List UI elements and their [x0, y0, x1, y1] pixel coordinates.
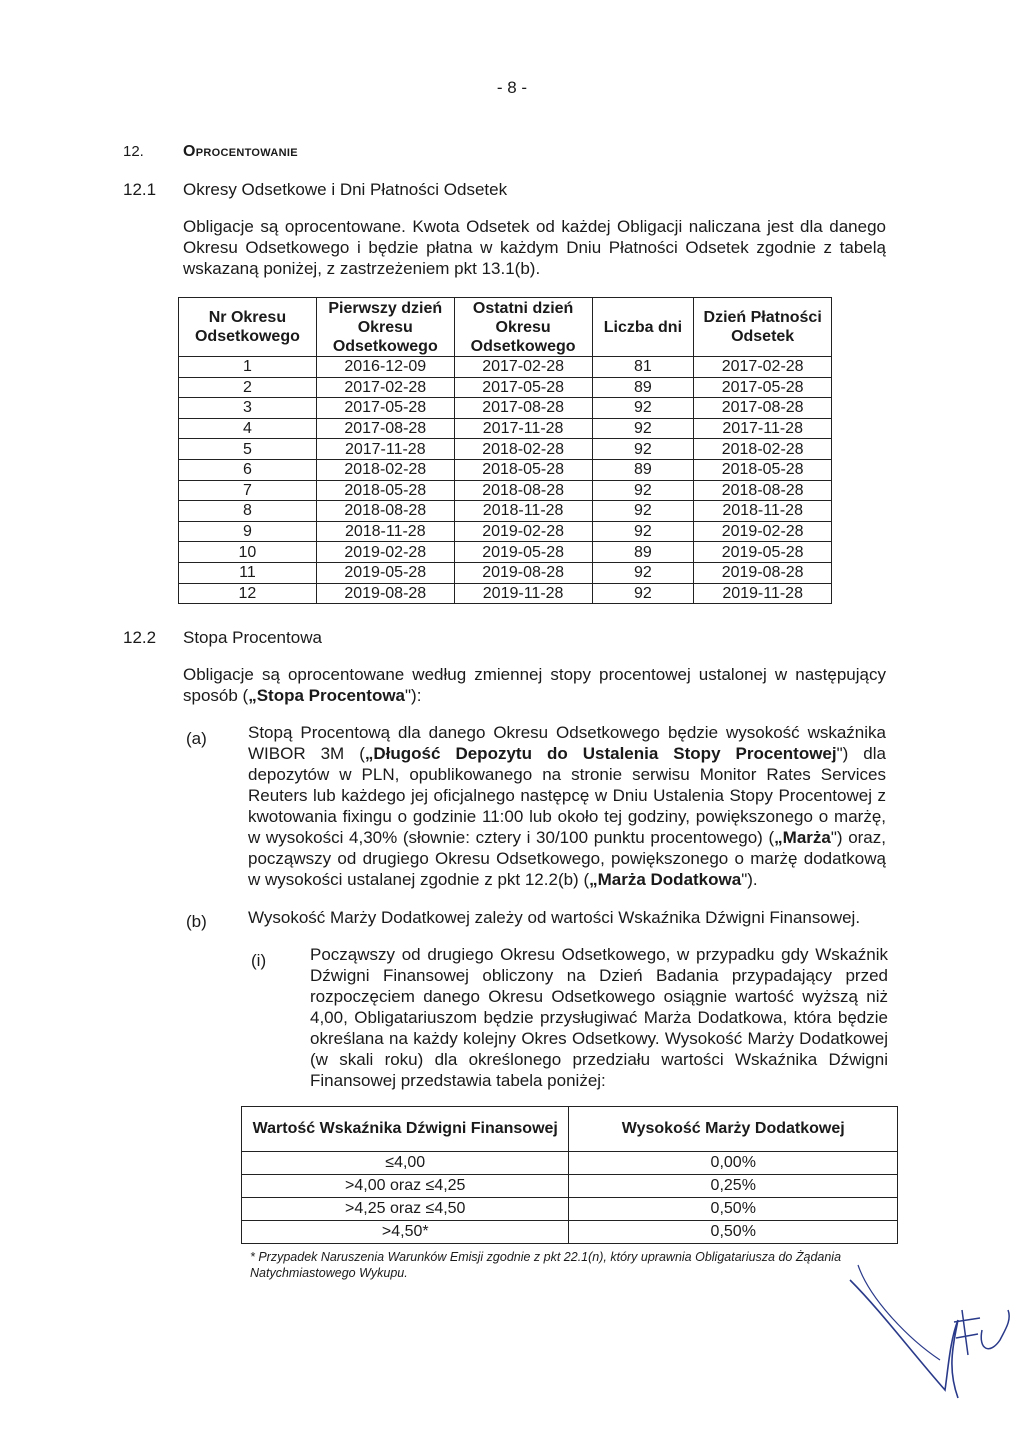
table-cell: 2017-08-28: [316, 418, 454, 439]
column-header: Ostatni dzień Okresu Odsetkowego: [454, 298, 592, 357]
item-label-b: (b): [186, 912, 207, 931]
text-run: Stopą Procentową dla danego Okresu Odsetkowego będzie wysokość wskaźnika WIBOR 3M (: [248, 723, 886, 763]
table-cell: 2018-11-28: [316, 521, 454, 542]
table-cell: 2017-11-28: [694, 418, 832, 439]
table-cell: 92: [592, 418, 694, 439]
table-cell: 4: [179, 418, 317, 439]
table-row: [179, 439, 832, 460]
table-row: [179, 377, 832, 398]
table-cell: 12: [179, 583, 317, 604]
table-cell: 89: [592, 542, 694, 563]
table-cell: 11: [179, 562, 317, 583]
table-cell: >4,00 oraz ≤4,25: [242, 1175, 569, 1198]
table-header-row: [242, 1107, 898, 1152]
subsection-number: 12.1: [123, 180, 157, 199]
defined-term: „Marża: [774, 828, 831, 847]
table-cell: 2017-08-28: [454, 398, 592, 419]
defined-term: „Długość Depozytu do Ustalenia Stopy Procentowej: [364, 744, 837, 763]
table-row: [179, 398, 832, 419]
table-cell: 2018-02-28: [316, 459, 454, 480]
column-header: Wartość Wskaźnika Dźwigni Finansowej: [242, 1107, 569, 1152]
table-cell: 2018-02-28: [694, 439, 832, 460]
subsection-title: Stopa Procentowa: [183, 628, 322, 647]
table-row: [179, 480, 832, 501]
table-cell: 2017-05-28: [454, 377, 592, 398]
table-row: [242, 1198, 898, 1221]
table-cell: 3: [179, 398, 317, 419]
table-row: [179, 521, 832, 542]
table-cell: 10: [179, 542, 317, 563]
table-cell: 1: [179, 357, 317, 378]
table-cell: 2018-08-28: [454, 480, 592, 501]
section-number: 12.: [123, 143, 144, 160]
table-cell: ≤4,00: [242, 1152, 569, 1175]
text-run: "):: [405, 686, 422, 705]
table-cell: 2019-02-28: [316, 542, 454, 563]
table-cell: 92: [592, 521, 694, 542]
paragraph-item-b: Wysokość Marży Dodatkowej zależy od wartości Wskaźnika Dźwigni Finansowej.: [248, 908, 861, 927]
table-row: [179, 562, 832, 583]
subsection-heading-12-1: [123, 180, 507, 200]
table-cell: 2018-02-28: [454, 439, 592, 460]
table-cell: 5: [179, 439, 317, 460]
paragraph-item-i: Począwszy od drugiego Okresu Odsetkowego, w przypadku gdy Wskaźnik Dźwigni Finansowej obliczony na Dzień Badania przypadający przed rozpoczęciem danego Okresu Odsetkowego osiągnie wartość wyższą niż 4,00, Obligatariuszom będzie przysługiwać Marża Dodatkowa, która będzie określana na każdy kolejny Okres Odsetkowy. Wysokość Marży Dodatkowej (w skali roku) dla określonego przedziału wartości Wskaźnika Dźwigni Finansowej przedstawia tabela poniżej:: [310, 945, 888, 1090]
table-cell: 2017-02-28: [316, 377, 454, 398]
table-cell: 89: [592, 377, 694, 398]
table-cell: 7: [179, 480, 317, 501]
table-cell: 2018-05-28: [454, 459, 592, 480]
table-cell: 92: [592, 398, 694, 419]
table-cell: 89: [592, 459, 694, 480]
table-cell: 2017-02-28: [454, 357, 592, 378]
subsection-number: 12.2: [123, 628, 157, 647]
table-cell: 9: [179, 521, 317, 542]
table-cell: 6: [179, 459, 317, 480]
table-cell: >4,25 oraz ≤4,50: [242, 1198, 569, 1221]
table-cell: >4,50*: [242, 1221, 569, 1244]
table-cell: 92: [592, 439, 694, 460]
table-cell: 92: [592, 583, 694, 604]
defined-term: „Stopa Procentowa: [248, 686, 406, 705]
table-cell: 8: [179, 501, 317, 522]
table-cell: 2017-05-28: [316, 398, 454, 419]
table-cell: 2018-11-28: [454, 501, 592, 522]
table-row: [179, 542, 832, 563]
table-cell: 2: [179, 377, 317, 398]
table-row: [179, 357, 832, 378]
paragraph-12-2-intro: [183, 664, 886, 706]
table-row: [179, 418, 832, 439]
text-run: Obligacje są oprocentowane według zmiennej stopy procentowej ustalonej w następujący sposób (: [183, 665, 886, 705]
table-cell: 2017-02-28: [694, 357, 832, 378]
table-cell: 92: [592, 562, 694, 583]
table-cell: 2017-05-28: [694, 377, 832, 398]
table-cell: 2017-08-28: [694, 398, 832, 419]
paragraph-12-1: Obligacje są oprocentowane. Kwota Odsetek od każdej Obligacji naliczana jest dla danego Okresu Odsetkowego i będzie płatna w każdym Dniu Płatności Odsetek zgodnie z tabelą wskazaną poniżej, z zastrzeżeniem pkt 13.1(b).: [183, 217, 886, 278]
table-cell: 0,50%: [569, 1198, 898, 1221]
page-number: - 8 -: [496, 78, 528, 97]
column-header: Nr Okresu Odsetkowego: [179, 298, 317, 357]
table-cell: 2018-05-28: [694, 459, 832, 480]
column-header: Liczba dni: [592, 298, 694, 357]
item-label-a: (a): [186, 729, 207, 748]
interest-periods-table: [178, 297, 832, 604]
footnote: * Przypadek Naruszenia Warunków Emisji zgodnie z pkt 22.1(n), który uprawnia Obligatariusza do Żądania Natychmiastowego Wykupu.: [250, 1250, 842, 1280]
table-cell: 2019-05-28: [454, 542, 592, 563]
table-row: [242, 1175, 898, 1198]
defined-term: „Marża Dodatkowa: [589, 870, 742, 889]
table-row: [179, 583, 832, 604]
table-cell: 2019-11-28: [454, 583, 592, 604]
additional-margin-table: [241, 1106, 898, 1244]
table-cell: 2019-05-28: [316, 562, 454, 583]
column-header: Pierwszy dzień Okresu Odsetkowego: [316, 298, 454, 357]
section-title: Oprocentowanie: [183, 143, 298, 160]
table-cell: 2018-08-28: [316, 501, 454, 522]
table-cell: 2019-11-28: [694, 583, 832, 604]
table-cell: 2019-08-28: [694, 562, 832, 583]
table-header-row: [179, 298, 832, 357]
table-cell: 2018-05-28: [316, 480, 454, 501]
table-row: [242, 1221, 898, 1244]
table-cell: 2018-08-28: [694, 480, 832, 501]
column-header: Wysokość Marży Dodatkowej: [569, 1107, 898, 1152]
text-run: ").: [741, 870, 758, 889]
table-cell: 2019-02-28: [694, 521, 832, 542]
table-cell: 92: [592, 480, 694, 501]
table-cell: 2017-11-28: [316, 439, 454, 460]
subsection-heading-12-2: [123, 628, 322, 648]
subsection-title: Okresy Odsetkowe i Dni Płatności Odsetek: [183, 180, 508, 199]
table-cell: 2019-08-28: [454, 562, 592, 583]
section-heading: [123, 143, 298, 160]
item-label-i: (i): [251, 951, 267, 970]
text-run: ") dla depozytów w PLN, opublikowanego na stronie serwisu Monitor Rates Services Reuters lub każdego jej oficjalnego następcę w Dniu Ustalenia Stopy Procentowej z kwotowania fixingu o godzinie 11:00 lub około tej godziny, powiększonego o marżę, w wysokości 4,30% (słownie: cztery i 30/100 punktu procentowego) (: [248, 744, 886, 847]
table-cell: 2016-12-09: [316, 357, 454, 378]
text-run: ") oraz, począwszy od drugiego Okresu Odsetkowego, powiększonego o marżę dodatkową w wysokości ustalanej zgodnie z pkt 12.2(b) (: [248, 828, 886, 889]
table-cell: 2019-05-28: [694, 542, 832, 563]
table-cell: 81: [592, 357, 694, 378]
table-cell: 0,00%: [569, 1152, 898, 1175]
paragraph-item-a: [248, 722, 886, 890]
table-cell: 92: [592, 501, 694, 522]
table-row: [179, 501, 832, 522]
table-cell: 2019-02-28: [454, 521, 592, 542]
column-header: Dzień Płatności Odsetek: [694, 298, 832, 357]
table-row: [179, 459, 832, 480]
table-cell: 2017-11-28: [454, 418, 592, 439]
table-cell: 2019-08-28: [316, 583, 454, 604]
table-cell: 0,50%: [569, 1221, 898, 1244]
table-row: [242, 1152, 898, 1175]
table-cell: 2018-11-28: [694, 501, 832, 522]
table-cell: 0,25%: [569, 1175, 898, 1198]
handwritten-signature: [840, 1260, 1020, 1410]
